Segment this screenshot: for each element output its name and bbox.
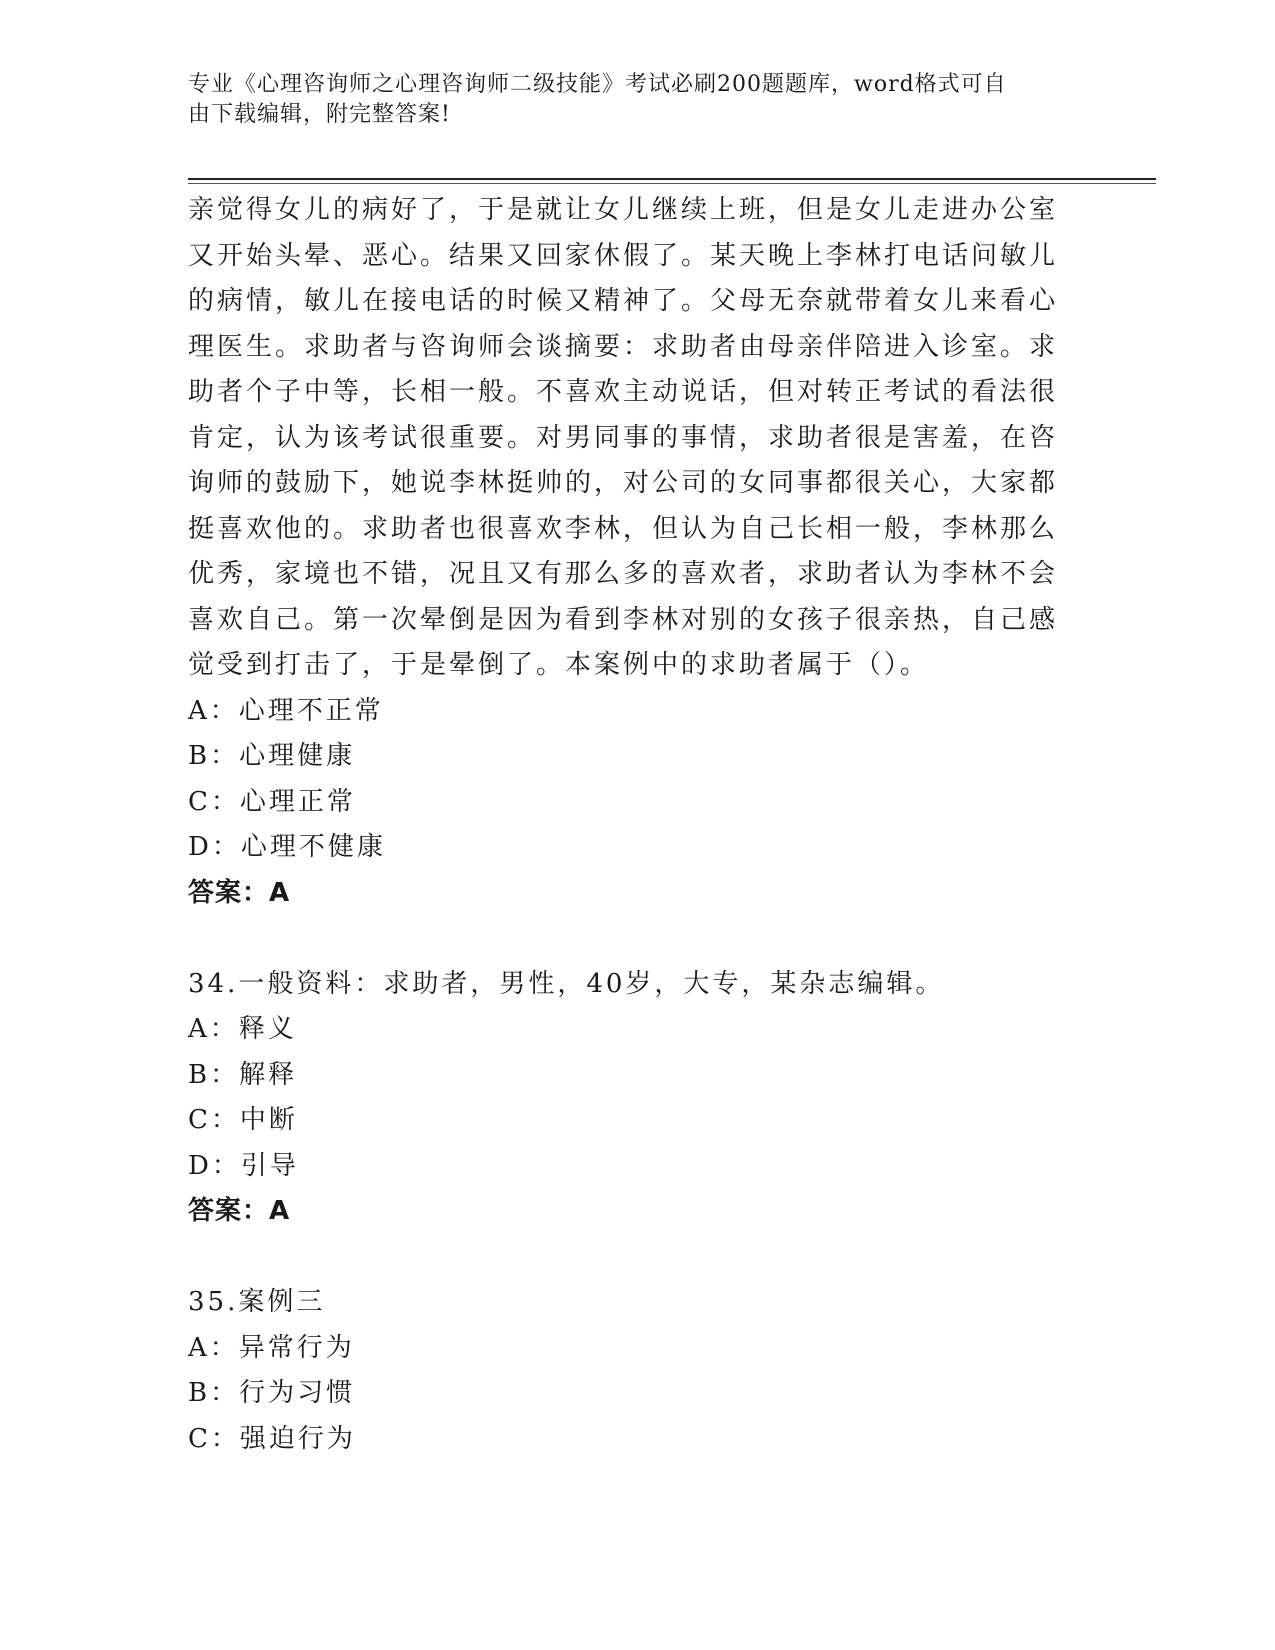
- option-c: C：心理正常: [188, 786, 356, 817]
- question-text-line: 询师的鼓励下，她说李林挺帅的，对公司的女同事都很关心，大家都: [188, 468, 1059, 498]
- question-text-line: 喜欢自己。第一次晕倒是因为看到李林对别的女孩子很亲热，自己感: [188, 604, 1059, 635]
- header-line-2: 由下载编辑，附完整答案!: [188, 102, 451, 127]
- question-text-line: 肯定，认为该考试很重要。对男同事的事情，求助者很是害羞，在咨: [188, 422, 1059, 453]
- question-text-line: 理医生。求助者与咨询师会谈摘要：求助者由母亲伴陪进入诊室。求: [188, 331, 1059, 362]
- header-line-1: 专业《心理咨询师之心理咨询师二级技能》考试必刷200题题库，word格式可自: [188, 72, 1007, 97]
- question-text-line: 觉受到打击了，于是晕倒了。本案例中的求助者属于（）。: [188, 650, 930, 680]
- option-a: A：释义: [188, 1014, 297, 1044]
- option-c: C：强迫行为: [188, 1423, 356, 1454]
- option-a: A：异常行为: [188, 1332, 355, 1363]
- option-b: B：心理健康: [188, 741, 356, 771]
- question-spacer: [188, 1235, 1068, 1281]
- option-d: D：引导: [188, 1150, 299, 1181]
- question-33-continuation: [188, 188, 1068, 916]
- question-34: [188, 962, 1068, 1235]
- document-body: [188, 188, 1068, 1462]
- question-text-line: 又开始头晕、恶心。结果又回家休假了。某天晚上李林打电话问敏儿: [188, 240, 1059, 271]
- option-a: A：心理不正常: [188, 695, 384, 726]
- option-d: D：心理不健康: [188, 832, 386, 862]
- question-text-line: 的病情，敏儿在接电话的时候又精神了。父母无奈就带着女儿来看心: [188, 286, 1059, 316]
- question-text-line: 挺喜欢他的。求助者也很喜欢李林，但认为自己长相一般，李林那么: [188, 513, 1059, 544]
- question-text-line: 优秀，家境也不错，况且又有那么多的喜欢者，求助者认为李林不会: [188, 559, 1059, 589]
- option-c: C：中断: [188, 1105, 298, 1135]
- answer-line: 答案：A: [188, 877, 291, 908]
- question-spacer: [188, 916, 1068, 962]
- option-b: B：行为习惯: [188, 1378, 356, 1408]
- option-b: B：解释: [188, 1059, 298, 1090]
- question-text-line: 亲觉得女儿的病好了，于是就让女儿继续上班，但是女儿走进办公室: [188, 195, 1059, 225]
- question-stem: 34.一般资料：求助者，男性，40岁，大专，某杂志编辑。: [188, 968, 945, 999]
- header-divider-thin: [188, 183, 1156, 184]
- question-35: [188, 1280, 1068, 1462]
- question-stem: 35.案例三: [188, 1287, 326, 1317]
- page-header: [188, 70, 1068, 130]
- answer-line: 答案：A: [188, 1196, 291, 1226]
- header-divider: [188, 178, 1156, 180]
- question-text-line: 助者个子中等，长相一般。不喜欢主动说话，但对转正考试的看法很: [188, 377, 1059, 407]
